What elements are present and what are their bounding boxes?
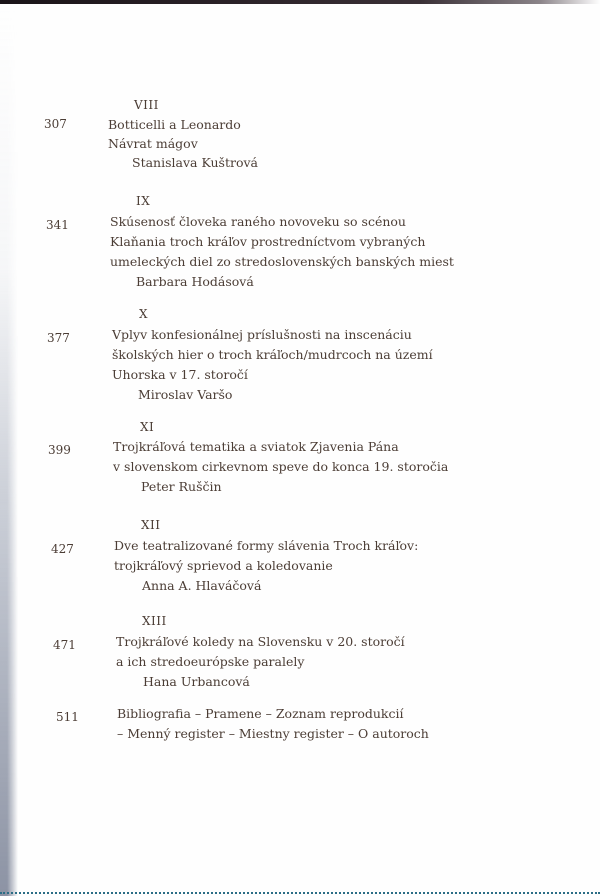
back-matter-line: Bibliografia – Pramene – Zoznam reprodukcií [117,706,404,721]
chapter-title-line: Skúsenosť človeka raného novoveku so scénou [110,214,406,229]
back-matter-line: – Menný register – Miestny register – O autoroch [117,726,429,741]
chapter-title-line: Vplyv konfesionálnej príslušnosti na inscenáciu [112,327,412,342]
page-number: 341 [46,218,69,232]
chapter-numeral: XIII [142,614,167,628]
chapter-title-line: Botticelli a Leonardo [108,117,241,132]
chapter-numeral: XI [140,420,155,434]
chapter-numeral: VIII [134,98,159,112]
chapter-author: Barbara Hodásová [136,274,254,289]
chapter-title-line: Trojkráľová tematika a sviatok Zjavenia Pána [113,439,399,454]
chapter-title-line: a ich stredoeurópske paralely [116,654,305,669]
chapter-author: Peter Ruščin [141,479,222,494]
page-number: 427 [51,542,74,556]
chapter-title-line: Dve teatralizované formy slávenia Troch kráľov: [114,538,419,553]
page-number: 399 [48,443,71,457]
page-number: 511 [56,710,79,724]
chapter-title-line: Návrat mágov [108,136,198,151]
chapter-author: Stanislava Kuštrová [132,155,259,170]
chapter-title-line: Uhorska v 17. storočí [112,367,248,382]
page-number: 307 [44,117,67,131]
chapter-numeral: IX [136,194,151,208]
page-number: 471 [53,638,76,652]
scan-spine-shadow [0,0,18,896]
page-number: 377 [47,331,70,345]
chapter-title-line: umeleckých diel zo stredoslovenských banských miest [110,254,454,269]
chapter-title-line: Klaňania troch kráľov prostredníctvom vybraných [110,234,426,249]
chapter-author: Hana Urbancová [143,674,250,689]
chapter-title-line: trojkráľový sprievod a koledovanie [114,558,333,573]
chapter-author: Anna A. Hlaváčová [142,578,262,593]
chapter-numeral: XII [141,518,161,532]
chapter-title-line: Trojkráľové koledy na Slovensku v 20. storočí [116,634,405,649]
chapter-title-line: v slovenskom cirkevnom speve do konca 19. storočia [113,459,449,474]
chapter-title-line: školských hier o troch kráľoch/mudrcoch na území [112,347,433,362]
chapter-numeral: X [139,307,149,321]
scan-bottom-edge [0,892,600,894]
scan-top-edge [0,0,600,4]
chapter-author: Miroslav Varšo [138,387,233,402]
